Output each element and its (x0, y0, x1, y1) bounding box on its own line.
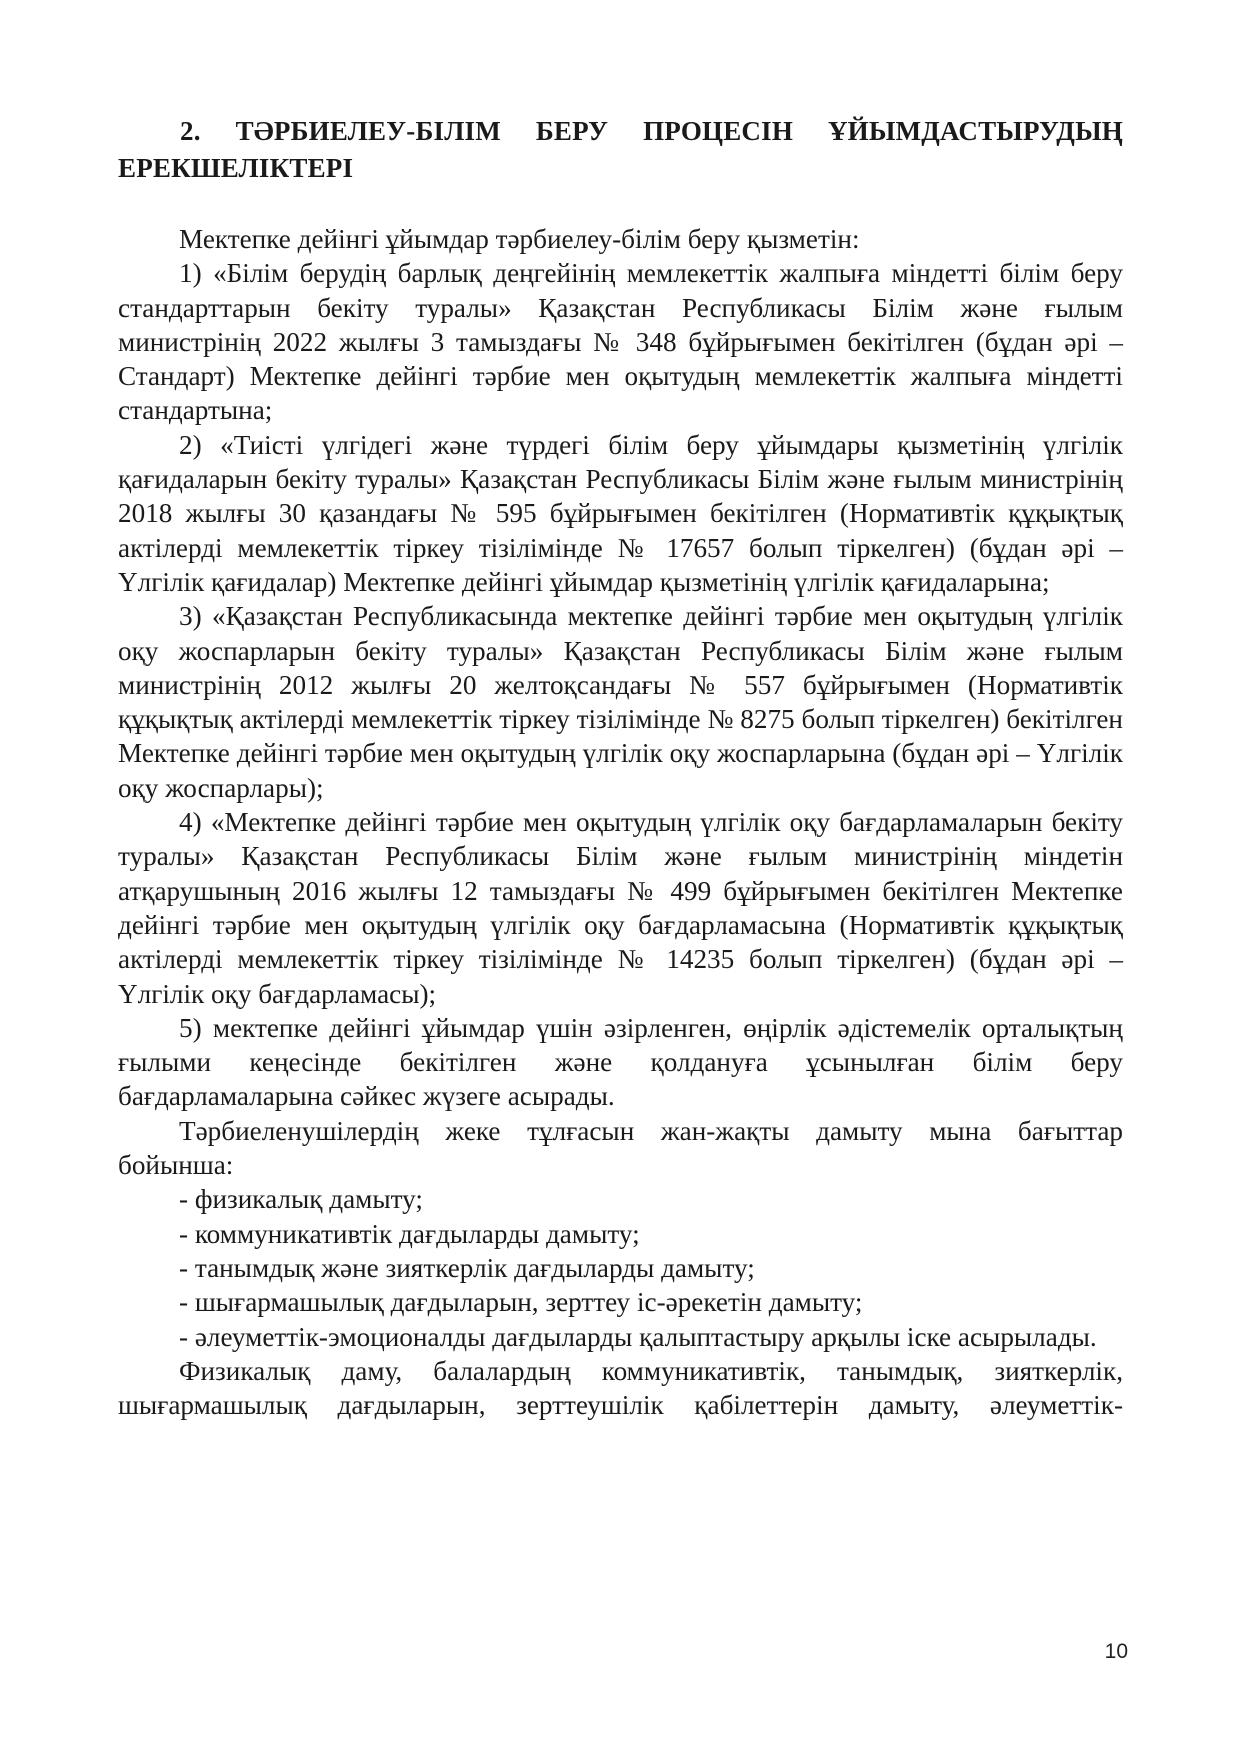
list-item-cognitive: - танымдық және зияткерлік дағдыларды дамыту; (179, 1252, 755, 1283)
paragraph-item-2: 2) «Тиісті үлгідегі және түрдегі білім беру ұйымдары қызметінің үлгілік қағидаларын бекіту туралы» Қазақстан Республикасы Білім және ғылым министрінің 2018 жылғы 30 қазандағы № 595 бұйрығымен бекітілген (Нормативтік құқықтық актілерді мемлекеттік тіркеу тізілімінде № 17657 болып тіркелген) (бұдан әрі – Үлгілік қағидалар) Мектепке дейінгі ұйымдар қызметінің үлгілік қағидаларына; (118, 429, 1123, 597)
paragraph-directions-intro: Тәрбиеленушілердің жеке тұлғасын жан-жақты дамыту мына бағыттар бойынша: (118, 1115, 1123, 1181)
paragraph-item-1: 1) «Білім берудің барлық деңгейінің мемлекеттік жалпыға міндетті білім беру стандарттарын бекіту туралы» Қазақстан Республикасы Білім және ғылым министрінің 2022 жылғы 3 тамыздағы № 348 бұйрығымен бекітілген (бұдан әрі – Стандарт) Мектепке дейінгі тәрбие мен оқытудың мемлекеттік жалпыға міндетті стандартына; (118, 258, 1123, 426)
list-item-creative: - шығармашылық дағдыларын, зерттеу іс-әрекетін дамыту; (179, 1287, 863, 1318)
paragraph-item-5: 5) мектепке дейінгі ұйымдар үшін әзірленген, өңірлік әдістемелік орталықтың ғылыми кеңесінде бекітілген және қолдануға ұсынылған білім беру бағдарламаларына сәйкес жүзеге асырады. (118, 1012, 1123, 1112)
list-item-physical: - физикалық дамыту; (179, 1184, 423, 1215)
list-item-social-emotional: - әлеуметтік-эмоционалды дағдыларды қалыптастыру арқылы іске асырылады. (179, 1321, 1097, 1352)
page-number: 10 (1104, 1640, 1128, 1663)
paragraph-item-3: 3) «Қазақстан Республикасында мектепке дейінгі тәрбие мен оқытудың үлгілік оқу жоспарларын бекіту туралы» Қазақстан Республикасы Білім және ғылым министрінің 2012 жылғы 20 желтоқсандағы № 557 бұйрығымен (Нормативтік құқықтық актілерді мемлекеттік тіркеу тізілімінде № 8275 болып тіркелген) бекітілген Мектепке дейінгі тәрбие мен оқытудың үлгілік оқу жоспарларына (бұдан әрі – Үлгілік оқу жоспарлары); (118, 601, 1123, 803)
paragraph-intro: Мектепке дейінгі ұйымдар тәрбиелеу-білім беру қызметін: (179, 224, 860, 254)
paragraph-item-4: 4) «Мектепке дейінгі тәрбие мен оқытудың үлгілік оқу бағдарламаларын бекіту туралы» Қазақстан Республикасы Білім және ғылым министрінің міндетін атқарушының 2016 жылғы 12 тамыздағы № 499 бұйрығымен бекітілген Мектепке дейінгі тәрбие мен оқытудың үлгілік оқу бағдарламасына (Нормативтік құқықтық актілерді мемлекеттік тіркеу тізілімінде № 14235 болып тіркелген) (бұдан әрі – Үлгілік оқу бағдарламасы); (118, 807, 1123, 1009)
section-heading: 2. ТӘРБИЕЛЕУ-БІЛІМ БЕРУ ПРОЦЕСІН ҰЙЫМДАСТЫРУДЫҢ ЕРЕКШЕЛІКТЕРІ (118, 116, 1123, 183)
paragraph-physical-development: Физикалық даму, балалардың коммуникативтік, танымдық, зияткерлік, шығармашылық дағдыларын, зерттеушілік қабілеттерін дамыту, әлеуметтік- (118, 1355, 1123, 1421)
page-content (118, 113, 1123, 1422)
list-item-communicative: - коммуникативтік дағдыларды дамыту; (179, 1218, 640, 1249)
